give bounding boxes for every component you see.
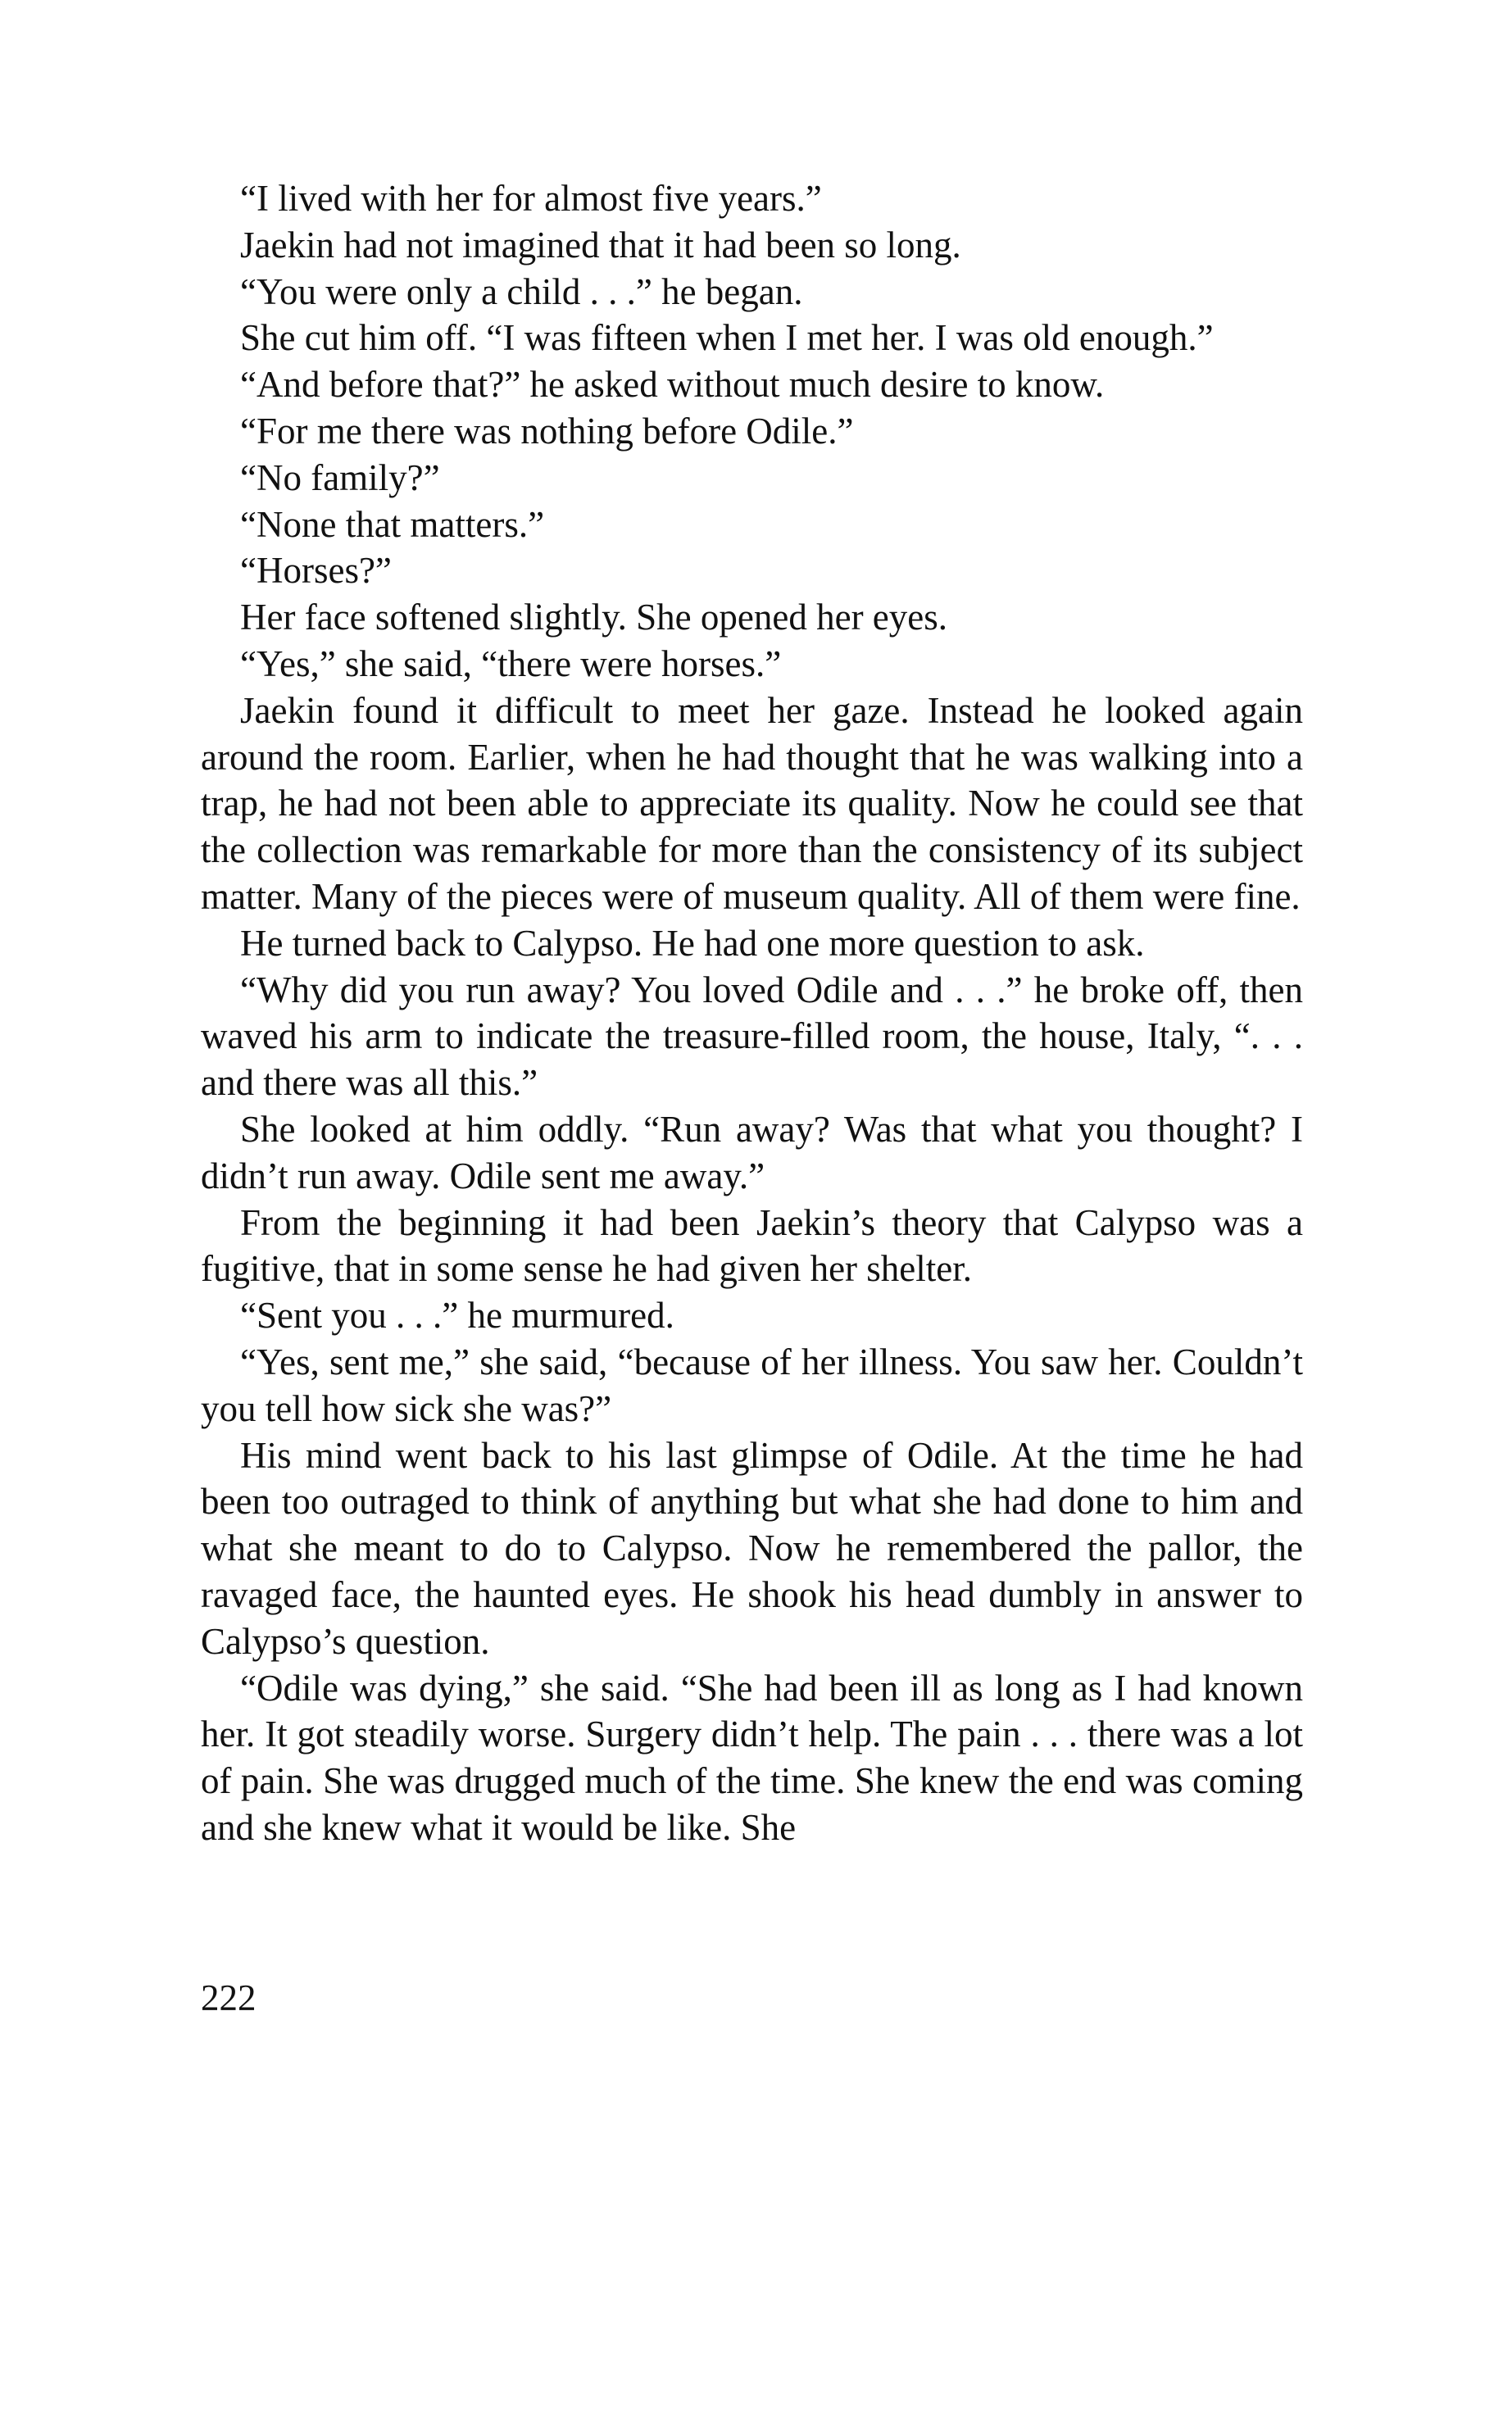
paragraph: “And before that?” he asked without much desire to know. xyxy=(240,364,1105,406)
paragraph: She cut him off. “I was fifteen when I met her. I was old enough.” xyxy=(240,317,1214,359)
paragraph: His mind went back to his last glimpse of Odile. At the time he had been too outraged to think of anything but what she had done to him and what she meant to do to Calypso. Now he remembered the pallor, the ravaged face, the haunted eyes. He shook his head dumbly in answer to Calypso’s question. xyxy=(201,1434,1303,1662)
page-number: 222 xyxy=(201,1977,257,2018)
paragraph: She looked at him oddly. “Run away? Was that what you thought? I didn’t run away. Odile sent me away.” xyxy=(201,1108,1303,1196)
paragraph: “I lived with her for almost five years.” xyxy=(240,178,822,219)
paragraph: Her face softened slightly. She opened her eyes. xyxy=(240,597,948,638)
paragraph: From the beginning it had been Jaekin’s theory that Calypso was a fugitive, that in some sense he had given her shelter. xyxy=(201,1201,1303,1290)
paragraph: “Horses?” xyxy=(240,550,392,592)
paragraph: “None that matters.” xyxy=(240,503,545,545)
paragraph: He turned back to Calypso. He had one more question to ask. xyxy=(240,922,1145,964)
paragraph: “No family?” xyxy=(240,456,440,498)
paragraph: Jaekin found it difficult to meet her gaze. Instead he looked again around the room. Earlier, when he had thought that he was walking into a trap, he had not been able to appreciate its quality. Now he could see that the collection was remarkable for more than the consistency of its subject matter. Many of the pieces were of museum quality. All of them were fine. xyxy=(201,689,1303,917)
body-text xyxy=(201,175,1303,1851)
paragraph: “Yes,” she said, “there were horses.” xyxy=(240,642,782,684)
paragraph: “You were only a child . . .” he began. xyxy=(240,270,803,312)
paragraph: “Yes, sent me,” she said, “because of her illness. You saw her. Couldn’t you tell how sick she was?” xyxy=(201,1341,1303,1429)
paragraph: “Odile was dying,” she said. “She had been ill as long as I had known her. It got steadily worse. Surgery didn’t help. The pain . . . there was a lot of pain. She was drugged much of the time. She knew the end was coming and she knew what it would be like. She xyxy=(201,1667,1303,1848)
paragraph: Jaekin had not imagined that it had been so long. xyxy=(240,224,961,266)
paragraph: “For me there was nothing before Odile.” xyxy=(240,410,854,452)
paragraph: “Why did you run away? You loved Odile and . . .” he broke off, then waved his arm to indicate the treasure-filled room, the house, Italy, “. . . and there was all this.” xyxy=(201,969,1303,1104)
paragraph: “Sent you . . .” he murmured. xyxy=(240,1295,674,1337)
